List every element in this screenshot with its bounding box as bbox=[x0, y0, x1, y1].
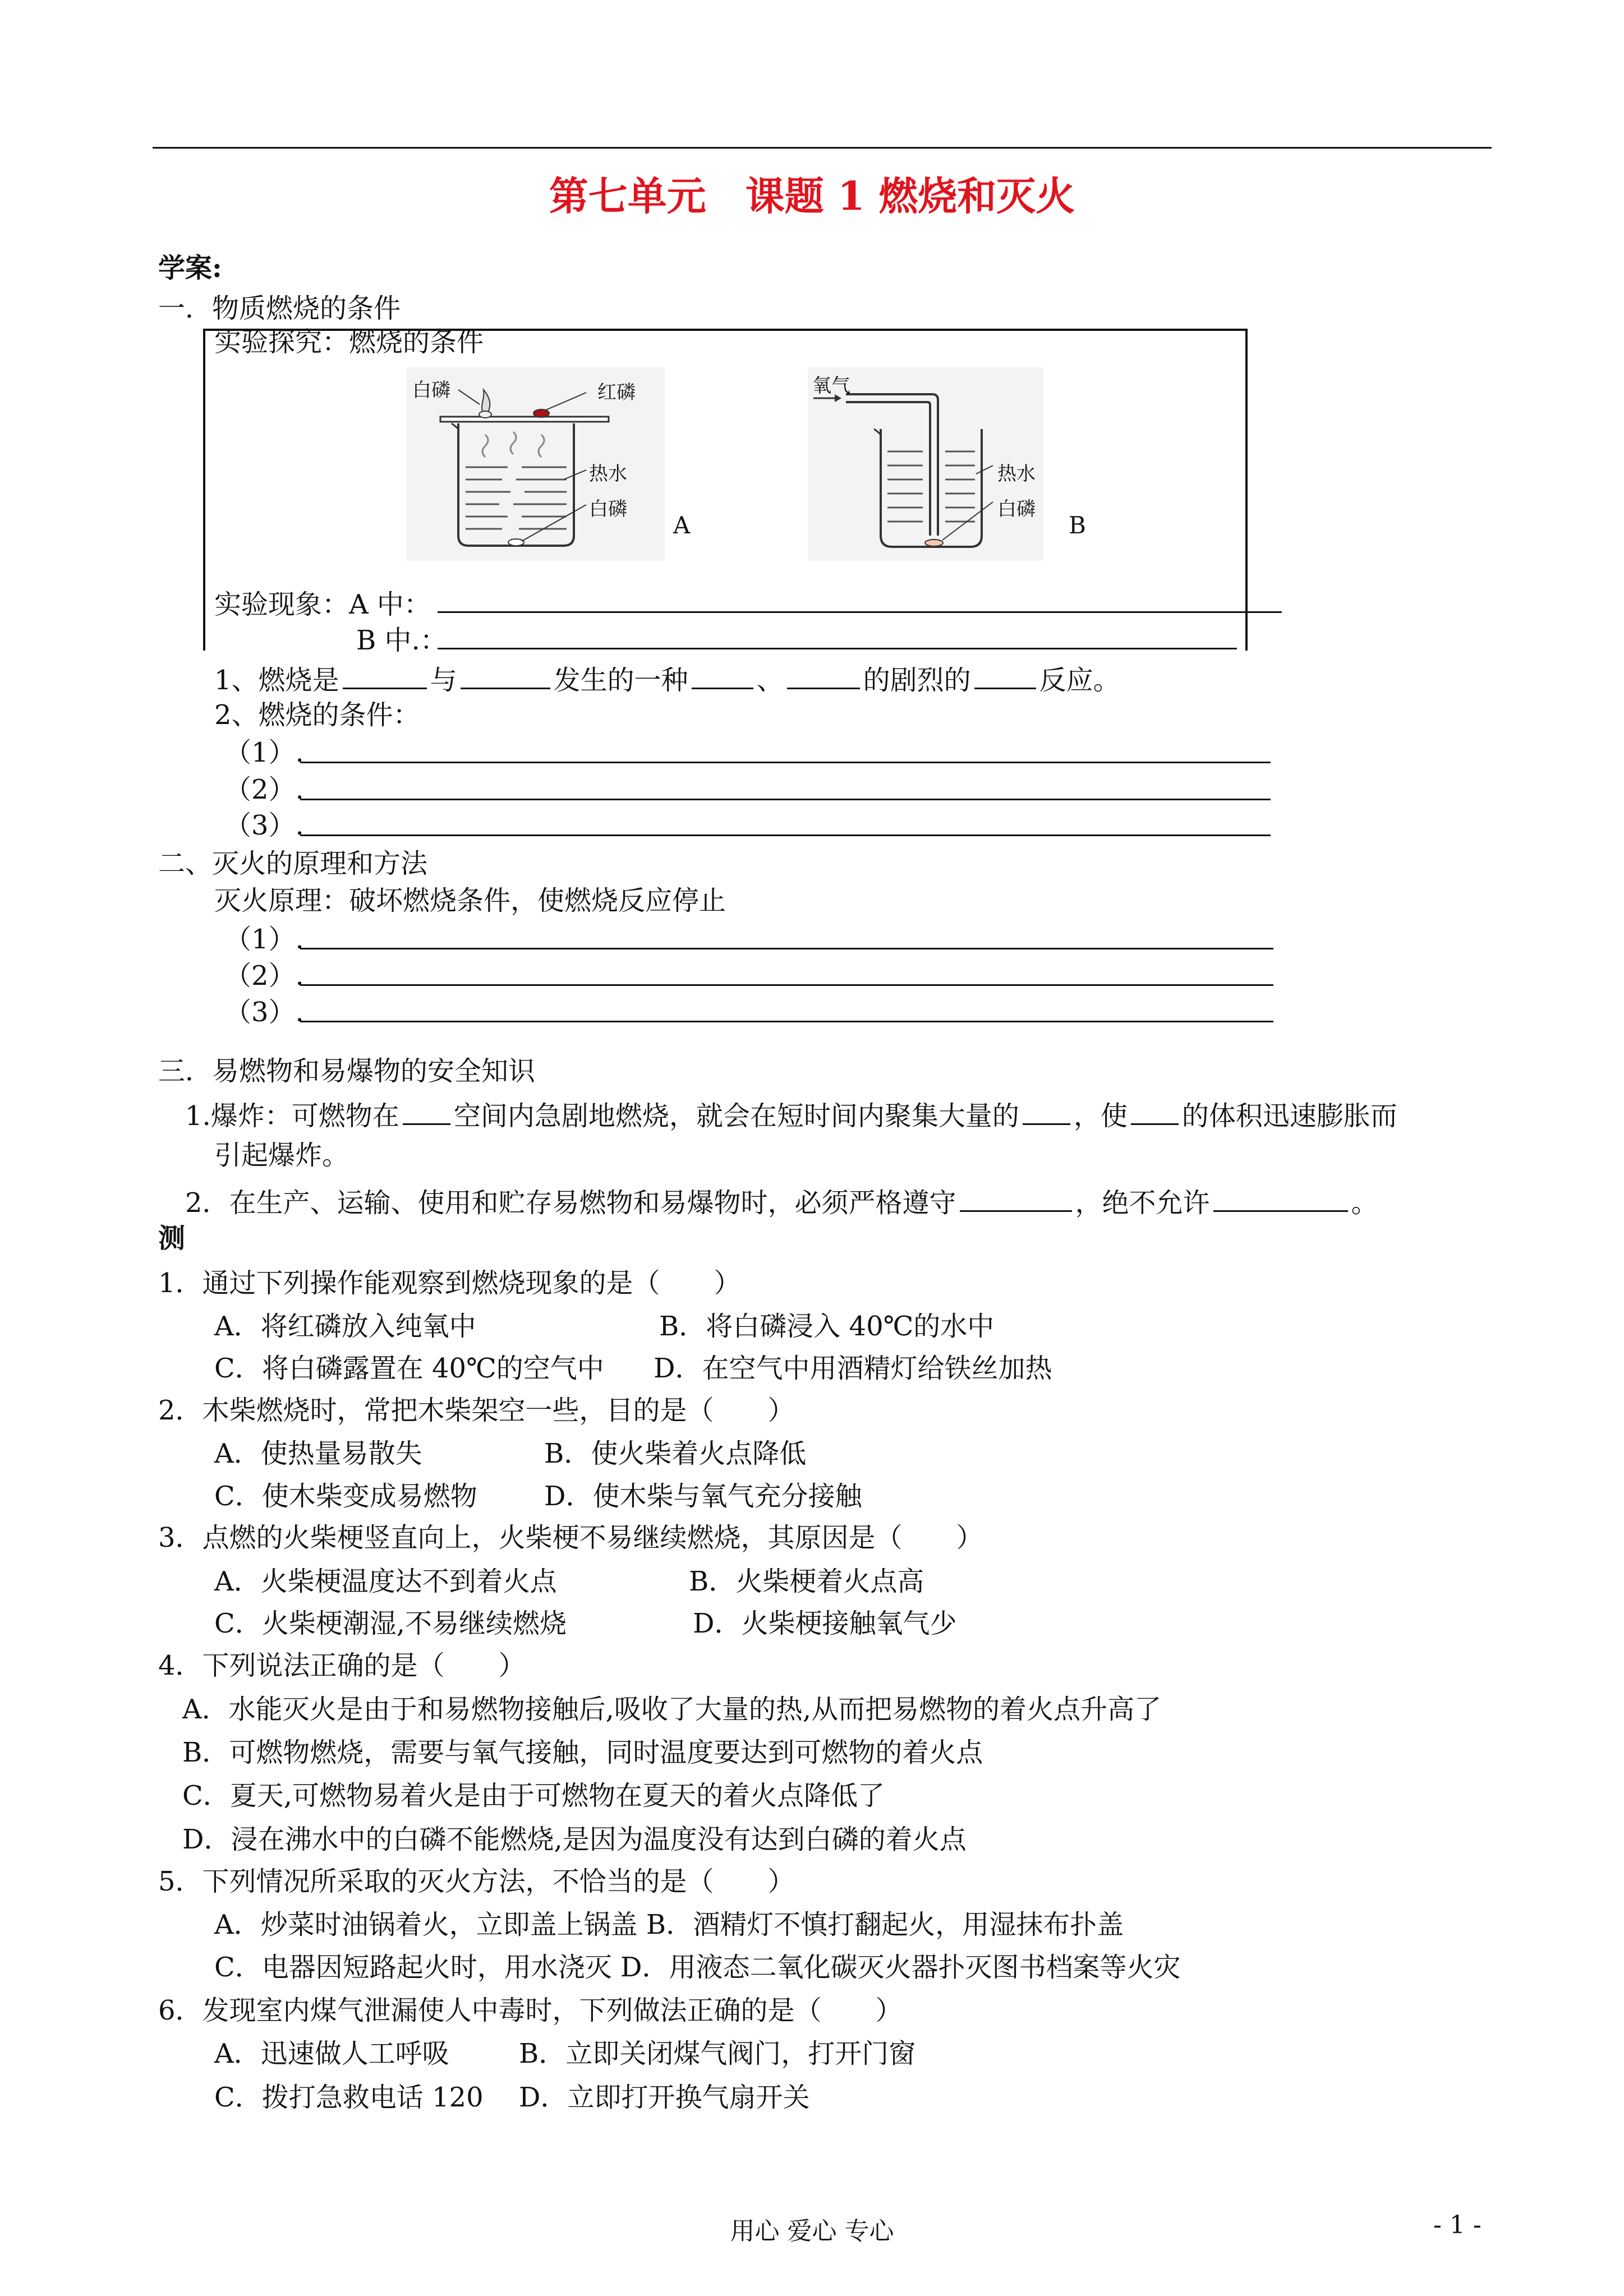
def-blank-2[interactable] bbox=[461, 661, 550, 689]
section-1-heading: 一．物质燃烧的条件 bbox=[158, 293, 401, 324]
condition-blank-1[interactable] bbox=[300, 762, 1271, 763]
explosion-part-2: 空间内急剧地燃烧，就会在短时间内聚集大量的 bbox=[453, 1100, 1019, 1132]
q4-option-d[interactable]: D．浸在沸水中的白磷不能燃烧,是因为温度没有达到白磷的着火点 bbox=[182, 1824, 967, 1855]
q2-option-a[interactable]: A．使热量易散失 bbox=[214, 1438, 422, 1469]
header-rule bbox=[153, 147, 1492, 149]
q6-option-d[interactable]: D．立即打开换气扇开关 bbox=[519, 2082, 810, 2113]
figure-b-label-hot-water: 热水 bbox=[997, 463, 1036, 485]
question-1: 1．通过下列操作能观察到燃烧现象的是（ ） bbox=[158, 1267, 741, 1299]
q1-option-a[interactable]: A．将红磷放入纯氧中 bbox=[214, 1311, 476, 1342]
question-5: 5．下列情况所采取的灭火方法，不恰当的是（ ） bbox=[158, 1866, 795, 1897]
safety-rule bbox=[185, 1183, 1378, 1220]
q5-options-cd[interactable]: C．电器因短路起火时，用水浇灭 D．用液态二氧化碳灭火器扑灭图书档案等火灾 bbox=[214, 1952, 1181, 1983]
def-blank-3[interactable] bbox=[692, 661, 753, 689]
q2-option-b[interactable]: B．使火柴着火点降低 bbox=[544, 1438, 807, 1469]
extinguish-principle: 灭火原理：破坏燃烧条件，使燃烧反应停止 bbox=[214, 885, 726, 916]
phenomena-b-blank[interactable] bbox=[438, 648, 1237, 649]
safety-part-3: 。 bbox=[1351, 1187, 1378, 1219]
safety-blank-1[interactable] bbox=[960, 1183, 1072, 1212]
question-3: 3．点燃的火柴梗竖直向上，火柴梗不易继续燃烧，其原因是（ ） bbox=[158, 1522, 983, 1553]
figure-b-label-white-phosphorus: 白磷 bbox=[997, 498, 1036, 520]
def-part-5: 的剧烈的 bbox=[863, 665, 971, 696]
question-6: 6．发现室内煤气泄漏使人中毒时，下列做法正确的是（ ） bbox=[158, 1995, 903, 2026]
phenomena-label-b: B 中.： bbox=[356, 625, 447, 656]
explosion-definition-cont: 引起爆炸。 bbox=[214, 1140, 349, 1171]
def-blank-5[interactable] bbox=[974, 661, 1036, 689]
condition-item-2: （2）. bbox=[224, 774, 304, 805]
explosion-part-4: 的体积迅速膨胀而 bbox=[1181, 1100, 1397, 1132]
q3-option-d[interactable]: D．火柴梗接触氧气少 bbox=[693, 1608, 957, 1639]
test-label: 测 bbox=[158, 1223, 186, 1254]
page-number: - 1 - bbox=[1433, 2211, 1482, 2239]
safety-part-1: 2．在生产、运输、使用和贮存易燃物和易爆物时，必须严格遵守 bbox=[185, 1187, 956, 1219]
def-part-3: 发生的一种 bbox=[553, 665, 688, 696]
q2-option-d[interactable]: D．使木柴与氧气充分接触 bbox=[544, 1481, 862, 1512]
def-part-6: 反应。 bbox=[1039, 665, 1120, 696]
q1-option-c[interactable]: C．将白磷露置在 40℃的空气中 bbox=[214, 1353, 604, 1384]
figure-a-label-hot-water: 热水 bbox=[589, 463, 627, 485]
explosion-blank-2[interactable] bbox=[1023, 1096, 1070, 1125]
def-part-4: 、 bbox=[756, 665, 784, 696]
q1-option-d[interactable]: D．在空气中用酒精灯给铁丝加热 bbox=[654, 1353, 1052, 1384]
q6-option-c[interactable]: C．拨打急救电话 120 bbox=[214, 2082, 484, 2113]
method-item-1: （1）. bbox=[224, 924, 304, 955]
q4-option-b[interactable]: B．可燃物燃烧，需要与氧气接触，同时温度要达到可燃物的着火点 bbox=[182, 1737, 983, 1768]
def-part-2: 与 bbox=[430, 665, 457, 696]
figure-a-label-white-phosphorus-2: 白磷 bbox=[589, 498, 627, 520]
q3-option-a[interactable]: A．火柴梗温度达不到着火点 bbox=[214, 1566, 557, 1597]
q6-option-b[interactable]: B．立即关闭煤气阀门，打开门窗 bbox=[519, 2038, 916, 2069]
q6-option-a[interactable]: A．迅速做人工呼吸 bbox=[214, 2038, 449, 2069]
q1-option-b[interactable]: B．将白磷浸入 40℃的水中 bbox=[659, 1311, 995, 1342]
question-2: 2．木柴燃烧时，常把木柴架空一些，目的是（ ） bbox=[158, 1395, 795, 1426]
footer-slogan: 用心 爱心 专心 bbox=[730, 2217, 894, 2246]
explosion-blank-1[interactable] bbox=[403, 1096, 450, 1125]
phenomena-label-a: 实验现象：A 中： bbox=[214, 589, 431, 620]
explosion-blank-3[interactable] bbox=[1131, 1096, 1179, 1125]
explosion-definition bbox=[185, 1096, 1397, 1133]
condition-blank-2[interactable] bbox=[300, 799, 1271, 800]
def-blank-4[interactable] bbox=[787, 661, 860, 689]
section-3-heading: 三．易燃物和易爆物的安全知识 bbox=[158, 1055, 536, 1087]
explosion-part-3: ，使 bbox=[1073, 1100, 1128, 1132]
def-part-1: 1、燃烧是 bbox=[214, 665, 339, 696]
figure-a-tag: A bbox=[673, 511, 691, 539]
q5-options-ab[interactable]: A．炒菜时油锅着火，立即盖上锅盖 B．酒精灯不慎打翻起火，用湿抹布扑盖 bbox=[214, 1909, 1124, 1940]
combustion-definition bbox=[214, 661, 1120, 697]
figure-b-label-oxygen: 氧气 bbox=[812, 375, 850, 397]
q3-option-b[interactable]: B．火柴梗着火点高 bbox=[689, 1566, 924, 1597]
question-4: 4．下列说法正确的是（ ） bbox=[158, 1650, 526, 1681]
page-title: 第七单元 课题 1 燃烧和灭火 bbox=[549, 173, 1075, 219]
method-blank-2[interactable] bbox=[300, 984, 1273, 986]
method-blank-3[interactable] bbox=[300, 1021, 1273, 1022]
safety-blank-2[interactable] bbox=[1213, 1183, 1348, 1212]
method-blank-1[interactable] bbox=[300, 948, 1273, 949]
experiment-box-title: 实验探究：燃烧的条件 bbox=[214, 326, 484, 358]
figure-a-label-red-phosphorus: 红磷 bbox=[597, 381, 636, 404]
q3-option-c[interactable]: C．火柴梗潮湿,不易继续燃烧 bbox=[214, 1608, 567, 1639]
condition-item-1: （1）. bbox=[224, 737, 304, 768]
q4-option-c[interactable]: C．夏天,可燃物易着火是由于可燃物在夏天的着火点降低了 bbox=[182, 1780, 885, 1811]
condition-blank-3[interactable] bbox=[300, 835, 1271, 836]
section-2-heading: 二、灭火的原理和方法 bbox=[158, 848, 428, 879]
safety-part-2: ，绝不允许 bbox=[1075, 1187, 1210, 1219]
figure-b-tag: B bbox=[1069, 511, 1086, 539]
method-item-3: （3）. bbox=[224, 997, 304, 1028]
q4-option-a[interactable]: A．水能灭火是由于和易燃物接触后,吸收了大量的热,从而把易燃物的着火点升高了 bbox=[182, 1694, 1162, 1725]
study-label: 学案: bbox=[158, 252, 222, 284]
q2-option-c[interactable]: C．使木柴变成易燃物 bbox=[214, 1481, 477, 1512]
method-item-2: （2）. bbox=[224, 960, 304, 992]
def-blank-1[interactable] bbox=[343, 661, 427, 689]
phenomena-a-blank[interactable] bbox=[438, 611, 1282, 613]
combustion-conditions-label: 2、燃烧的条件： bbox=[214, 699, 420, 731]
condition-item-3: （3）. bbox=[224, 810, 304, 841]
figure-a-label-white-phosphorus: 白磷 bbox=[412, 379, 450, 402]
explosion-part-1: 1.爆炸：可燃物在 bbox=[185, 1100, 399, 1132]
